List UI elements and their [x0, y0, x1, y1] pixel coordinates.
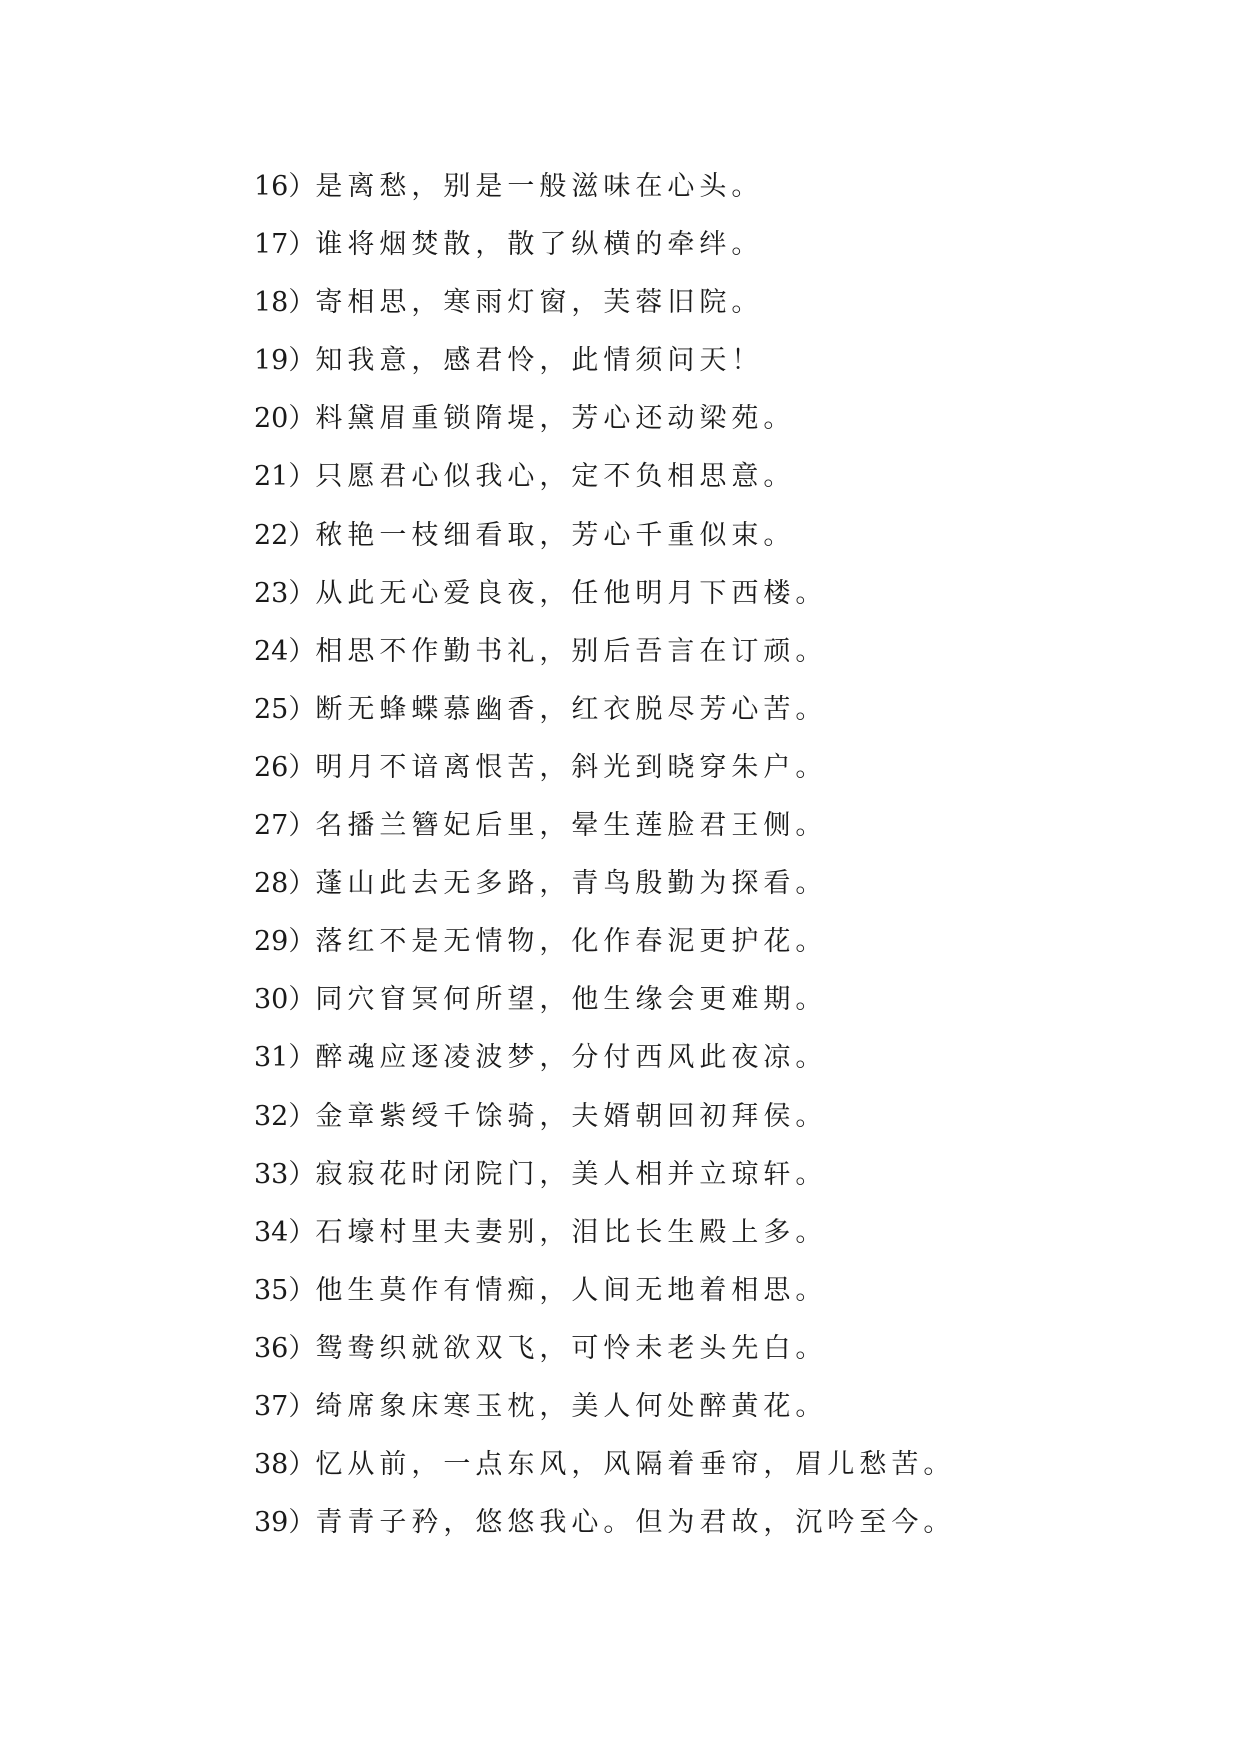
line-number: 30）	[254, 984, 316, 1016]
list-item	[254, 971, 1214, 1029]
line-number: 22）	[254, 519, 316, 551]
line-text: 寄相思，寒雨灯窗，芙蓉旧院。	[315, 287, 764, 319]
list-item	[254, 1320, 1214, 1378]
line-text: 石壕村里夫妻别，泪比长生殿上多。	[315, 1216, 828, 1248]
line-number: 35）	[254, 1274, 316, 1306]
list-item	[254, 507, 1214, 565]
line-number: 37）	[254, 1390, 316, 1422]
list-item	[254, 1494, 1214, 1552]
line-text: 只愿君心似我心，定不负相思意。	[315, 461, 796, 493]
line-number: 20）	[254, 403, 316, 435]
line-number: 28）	[254, 868, 316, 900]
line-number: 18）	[254, 287, 316, 319]
list-item	[254, 913, 1214, 971]
list-item	[254, 739, 1214, 797]
line-text: 明月不谙离恨苦，斜光到晓穿朱户。	[315, 751, 828, 783]
line-text: 绮席象床寒玉枕，美人何处醉黄花。	[315, 1390, 828, 1422]
line-text: 落红不是无情物，化作春泥更护花。	[315, 926, 828, 958]
line-text: 知我意，感君怜，此情须问天！	[315, 345, 764, 377]
list-item	[254, 158, 1214, 216]
line-number: 32）	[254, 1100, 316, 1132]
list-item	[254, 565, 1214, 623]
line-text: 青青子矜，悠悠我心。但为君故，沉吟至今。	[315, 1507, 956, 1539]
line-text: 他生莫作有情痴，人间无地着相思。	[315, 1274, 828, 1306]
line-number: 16）	[254, 171, 316, 202]
line-number: 25）	[254, 693, 316, 725]
list-item	[254, 1146, 1214, 1204]
list-item	[254, 797, 1214, 855]
line-number: 39）	[254, 1507, 316, 1539]
poem-line-list	[254, 158, 1214, 1552]
line-text: 醉魂应逐凌波梦，分付西风此夜凉。	[315, 1042, 828, 1074]
line-text: 蓬山此去无多路，青鸟殷勤为探看。	[315, 868, 828, 900]
line-number: 29）	[254, 926, 316, 958]
line-number: 23）	[254, 577, 316, 609]
line-text: 金章紫绶千馀骑，夫婿朝回初拜侯。	[315, 1100, 828, 1132]
line-text: 忆从前，一点东风，风隔着垂帘，眉儿愁苦。	[315, 1449, 956, 1481]
line-number: 34）	[254, 1216, 316, 1248]
line-number: 26）	[254, 751, 316, 783]
list-item	[254, 1436, 1214, 1494]
list-item	[254, 855, 1214, 913]
line-number: 36）	[254, 1332, 316, 1364]
line-number: 19）	[254, 345, 316, 377]
list-item	[254, 448, 1214, 506]
line-number: 17）	[254, 229, 316, 261]
line-text: 寂寂花时闭院门，美人相并立琼轩。	[315, 1158, 828, 1190]
line-text: 料黛眉重锁隋堤，芳心还动梁苑。	[315, 403, 796, 435]
line-text: 秾艳一枝细看取，芳心千重似束。	[315, 519, 796, 551]
line-text: 相思不作勤书礼，别后吾言在订顽。	[315, 635, 828, 667]
list-item	[254, 681, 1214, 739]
list-item	[254, 390, 1214, 448]
line-number: 33）	[254, 1158, 316, 1190]
line-text: 鸳鸯织就欲双飞，可怜未老头先白。	[315, 1332, 828, 1364]
line-number: 31）	[254, 1042, 316, 1074]
list-item	[254, 1262, 1214, 1320]
line-text: 是离愁，别是一般滋味在心头。	[315, 171, 764, 202]
line-number: 38）	[254, 1449, 316, 1481]
list-item	[254, 1029, 1214, 1087]
list-item	[254, 623, 1214, 681]
list-item	[254, 1204, 1214, 1262]
line-number: 24）	[254, 635, 316, 667]
list-item	[254, 1378, 1214, 1436]
line-text: 名播兰簪妃后里，晕生莲脸君王侧。	[315, 810, 828, 842]
line-number: 21）	[254, 461, 316, 493]
line-text: 断无蜂蝶慕幽香，红衣脱尽芳心苦。	[315, 693, 828, 725]
line-text: 谁将烟焚散，散了纵横的牵绊。	[315, 229, 764, 261]
line-text: 同穴窅冥何所望，他生缘会更难期。	[315, 984, 828, 1016]
list-item	[254, 1088, 1214, 1146]
line-text: 从此无心爱良夜，任他明月下西楼。	[315, 577, 828, 609]
list-item	[254, 274, 1214, 332]
list-item	[254, 216, 1214, 274]
line-number: 27）	[254, 810, 316, 842]
list-item	[254, 332, 1214, 390]
